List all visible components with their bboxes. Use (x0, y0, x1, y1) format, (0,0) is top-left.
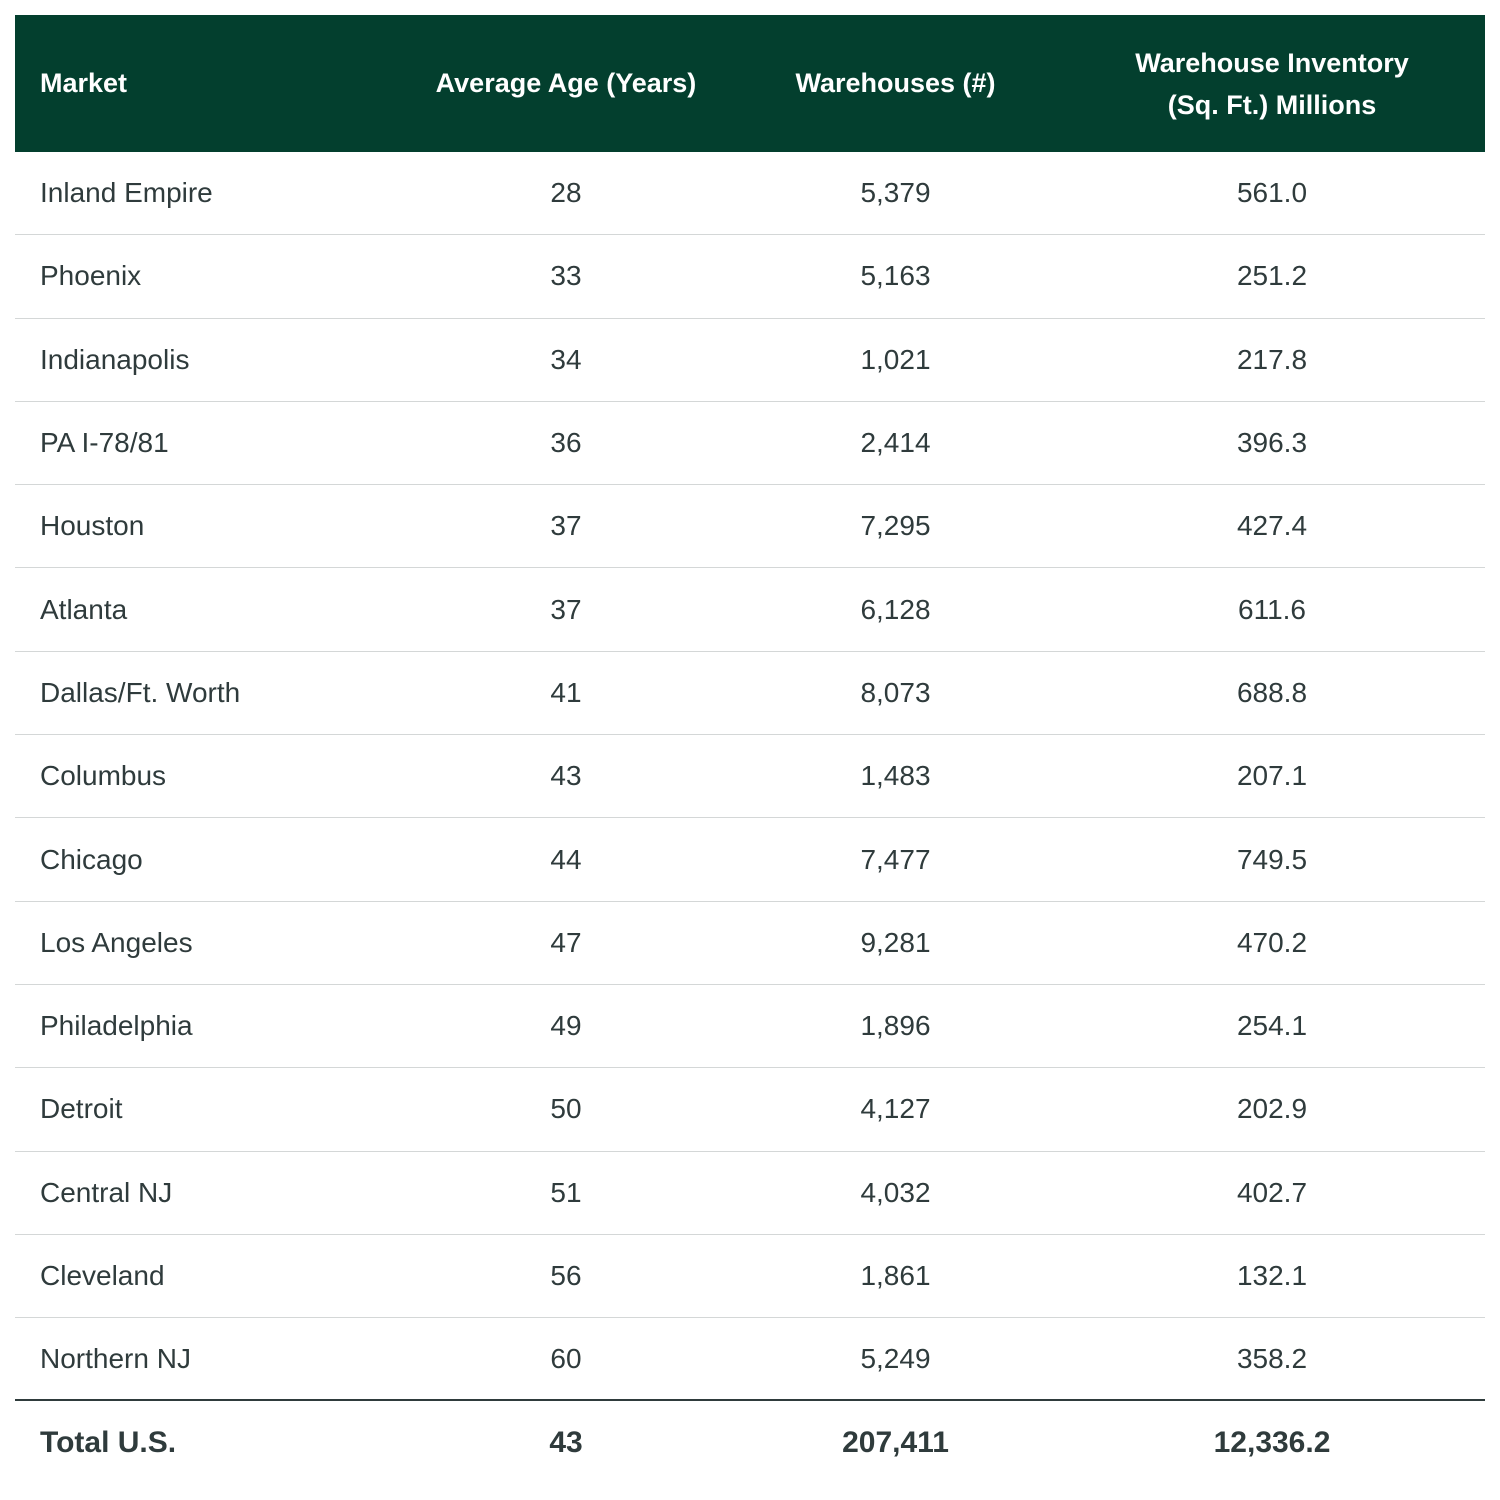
cell-inventory: 207.1 (1236, 760, 1308, 792)
cell-inventory: 358.2 (1236, 1342, 1308, 1374)
table-total-row (15, 1401, 1485, 1485)
cell-warehouses: 8,073 (860, 676, 931, 708)
table-row (15, 1068, 1485, 1151)
cell-market: Philadelphia (40, 1010, 193, 1042)
cell-warehouses: 7,295 (860, 510, 931, 542)
table-row (15, 735, 1485, 818)
cell-inventory: 470.2 (1236, 926, 1308, 958)
cell-market: Phoenix (40, 260, 142, 292)
cell-average-age: 34 (550, 343, 582, 375)
cell-warehouses: 1,483 (860, 760, 931, 792)
cell-warehouses: 4,127 (860, 1093, 931, 1125)
header-warehouses: Warehouses (#) (795, 68, 996, 98)
total-average-age: 43 (549, 1426, 583, 1460)
cell-warehouses: 2,414 (860, 427, 931, 459)
table-body (15, 152, 1485, 1401)
table-row (15, 1235, 1485, 1318)
cell-inventory: 561.0 (1236, 177, 1308, 209)
cell-inventory: 402.7 (1236, 1176, 1308, 1208)
cell-average-age: 28 (550, 177, 582, 209)
cell-market: PA I-78/81 (40, 427, 169, 459)
cell-average-age: 60 (550, 1342, 582, 1374)
cell-market: Detroit (40, 1093, 123, 1125)
cell-average-age: 33 (550, 260, 582, 292)
cell-average-age: 50 (550, 1093, 582, 1125)
cell-market: Central NJ (40, 1176, 173, 1208)
cell-average-age: 43 (550, 760, 582, 792)
cell-inventory: 251.2 (1236, 260, 1308, 292)
cell-warehouses: 9,281 (860, 926, 931, 958)
table-header-row (15, 15, 1485, 152)
table-row (15, 402, 1485, 485)
table-row (15, 235, 1485, 318)
cell-inventory: 611.6 (1238, 593, 1306, 625)
table-row (15, 485, 1485, 568)
cell-average-age: 47 (550, 926, 582, 958)
cell-warehouses: 5,379 (860, 177, 931, 209)
total-warehouses: 207,411 (842, 1426, 949, 1460)
cell-average-age: 41 (550, 676, 582, 708)
cell-warehouses: 5,163 (860, 260, 931, 292)
cell-market: Atlanta (40, 593, 128, 625)
cell-average-age: 37 (550, 510, 582, 542)
cell-inventory: 749.5 (1236, 843, 1308, 875)
cell-market: Chicago (40, 843, 143, 875)
cell-warehouses: 1,021 (860, 343, 931, 375)
table-row (15, 818, 1485, 901)
cell-market: Dallas/Ft. Worth (40, 676, 241, 708)
cell-inventory: 396.3 (1236, 427, 1308, 459)
header-inventory: Warehouse Inventory (Sq. Ft.) Millions (1135, 47, 1409, 120)
table-row (15, 902, 1485, 985)
cell-average-age: 36 (550, 427, 582, 459)
cell-average-age: 51 (550, 1176, 582, 1208)
table-row (15, 652, 1485, 735)
cell-inventory: 217.8 (1236, 343, 1308, 375)
cell-market: Indianapolis (40, 343, 190, 375)
cell-market: Columbus (40, 760, 167, 792)
cell-average-age: 56 (550, 1260, 582, 1291)
cell-average-age: 44 (550, 843, 582, 875)
cell-inventory: 132.1 (1236, 1260, 1308, 1291)
cell-warehouses: 4,032 (860, 1176, 931, 1208)
cell-warehouses: 1,861 (860, 1260, 931, 1291)
cell-market: Los Angeles (40, 926, 193, 958)
cell-market: Northern NJ (40, 1342, 191, 1374)
table-row (15, 568, 1485, 651)
cell-market: Inland Empire (40, 177, 213, 209)
cell-average-age: 37 (550, 593, 582, 625)
cell-average-age: 49 (550, 1010, 582, 1042)
cell-warehouses: 6,128 (860, 593, 931, 625)
cell-inventory: 254.1 (1236, 1010, 1308, 1042)
table-row (15, 1318, 1485, 1401)
table-row (15, 985, 1485, 1068)
header-market: Market (40, 68, 128, 98)
table-row (15, 319, 1485, 402)
header-average-age: Average Age (Years) (435, 68, 697, 98)
cell-market: Houston (40, 510, 145, 542)
warehouse-table (15, 15, 1485, 1485)
table-row (15, 1152, 1485, 1235)
table-row (15, 152, 1485, 235)
cell-market: Cleveland (40, 1260, 165, 1291)
cell-warehouses: 5,249 (860, 1342, 931, 1374)
total-inventory: 12,336.2 (1213, 1426, 1331, 1460)
cell-inventory: 688.8 (1236, 676, 1308, 708)
total-market: Total U.S. (40, 1426, 177, 1460)
cell-warehouses: 7,477 (860, 843, 931, 875)
cell-inventory: 202.9 (1236, 1093, 1308, 1125)
cell-warehouses: 1,896 (860, 1010, 931, 1042)
cell-inventory: 427.4 (1236, 510, 1308, 542)
